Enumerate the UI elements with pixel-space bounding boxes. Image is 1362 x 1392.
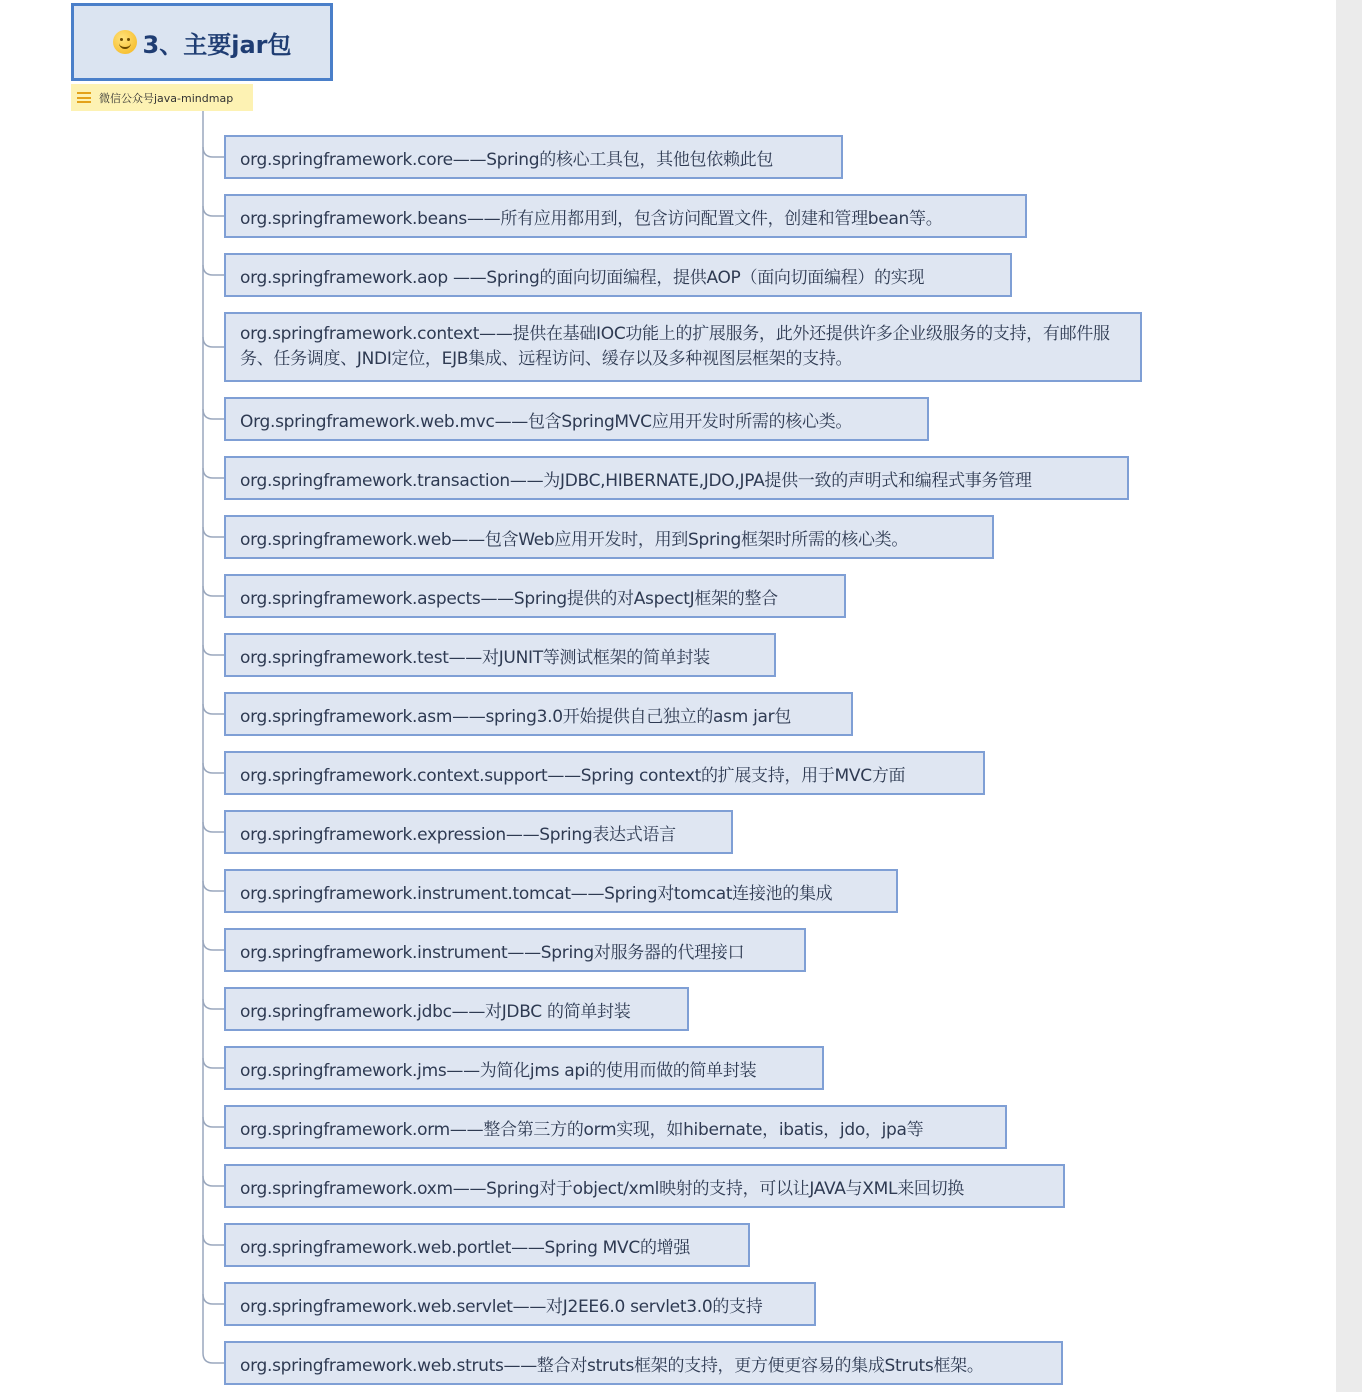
subtopic-node[interactable]: org.springframework.context——提供在基础IOC功能上的扩展服务，此外还提供许多企业级服务的支持，有邮件服务、任务调度、JNDI定位，EJB集成、远程访问、缓存以及多种视图层框架的支持。 — [224, 312, 1142, 382]
subtopic-node[interactable]: org.springframework.web.servlet——对J2EE6.0 servlet3.0的支持 — [224, 1282, 816, 1326]
subtopic-node[interactable]: org.springframework.core——Spring的核心工具包，其他包依赖此包 — [224, 135, 843, 179]
subtopic-node[interactable]: org.springframework.aspects——Spring提供的对AspectJ框架的整合 — [224, 574, 846, 618]
branch-connector — [203, 1058, 224, 1068]
note-lines-icon — [77, 92, 91, 103]
branch-connector — [203, 1117, 224, 1127]
note-tag[interactable] — [71, 84, 253, 111]
branch-connector — [203, 999, 224, 1009]
subtopic-node[interactable]: org.springframework.jdbc——对JDBC 的简单封装 — [224, 987, 689, 1031]
subtopic-node[interactable]: org.springframework.orm——整合第三方的orm实现，如hibernate，ibatis，jdo，jpa等 — [224, 1105, 1007, 1149]
subtopic-node[interactable]: org.springframework.transaction——为JDBC,HIBERNATE,JDO,JPA提供一致的声明式和编程式事务管理 — [224, 456, 1129, 500]
branch-connector — [203, 265, 224, 275]
subtopic-node[interactable]: org.springframework.jms——为简化jms api的使用而做的简单封装 — [224, 1046, 824, 1090]
branch-connector — [203, 881, 224, 891]
subtopic-node[interactable]: org.springframework.aop ——Spring的面向切面编程，提供AOP（面向切面编程）的实现 — [224, 253, 1012, 297]
subtopic-node[interactable]: org.springframework.web.struts——整合对struts框架的支持，更方便更容易的集成Struts框架。 — [224, 1341, 1063, 1385]
subtopic-node[interactable]: org.springframework.test——对JUNIT等测试框架的简单封装 — [224, 633, 776, 677]
branch-connector — [203, 468, 224, 478]
smiley-face-icon — [113, 30, 137, 54]
subtopic-node[interactable]: org.springframework.instrument.tomcat——Spring对tomcat连接池的集成 — [224, 869, 898, 913]
root-topic[interactable] — [71, 3, 333, 81]
subtopic-node[interactable]: org.springframework.instrument——Spring对服务器的代理接口 — [224, 928, 806, 972]
branch-connector — [203, 704, 224, 714]
note-text: 微信公众号java-mindmap — [99, 91, 234, 105]
branch-connector — [203, 645, 224, 655]
subtopic-node[interactable]: Org.springframework.web.mvc——包含SpringMVC应用开发时所需的核心类。 — [224, 397, 929, 441]
branch-connector — [203, 409, 224, 419]
branch-connector — [203, 1353, 224, 1363]
branch-connector — [203, 1235, 224, 1245]
branch-connector — [203, 940, 224, 950]
subtopic-node[interactable]: org.springframework.web.portlet——Spring MVC的增强 — [224, 1223, 750, 1267]
branch-connector — [203, 147, 224, 157]
branch-connector — [203, 822, 224, 832]
subtopic-node[interactable]: org.springframework.oxm——Spring对于object/xml映射的支持，可以让JAVA与XML来回切换 — [224, 1164, 1065, 1208]
branch-connector — [203, 763, 224, 773]
subtopic-node[interactable]: org.springframework.web——包含Web应用开发时，用到Spring框架时所需的核心类。 — [224, 515, 994, 559]
subtopic-node[interactable]: org.springframework.context.support——Spring context的扩展支持，用于MVC方面 — [224, 751, 985, 795]
root-topic-title: 3、主要jar包 — [142, 30, 292, 59]
subtopic-node[interactable]: org.springframework.asm——spring3.0开始提供自己独立的asm jar包 — [224, 692, 853, 736]
subtopic-node[interactable]: org.springframework.expression——Spring表达式语言 — [224, 810, 733, 854]
branch-connector — [203, 527, 224, 537]
branch-connector — [203, 1176, 224, 1186]
subtopic-node[interactable]: org.springframework.beans——所有应用都用到，包含访问配置文件，创建和管理bean等。 — [224, 194, 1027, 238]
branch-connector — [203, 206, 224, 216]
branch-connector — [203, 1294, 224, 1304]
branch-connector — [203, 337, 224, 347]
branch-connector — [203, 586, 224, 596]
